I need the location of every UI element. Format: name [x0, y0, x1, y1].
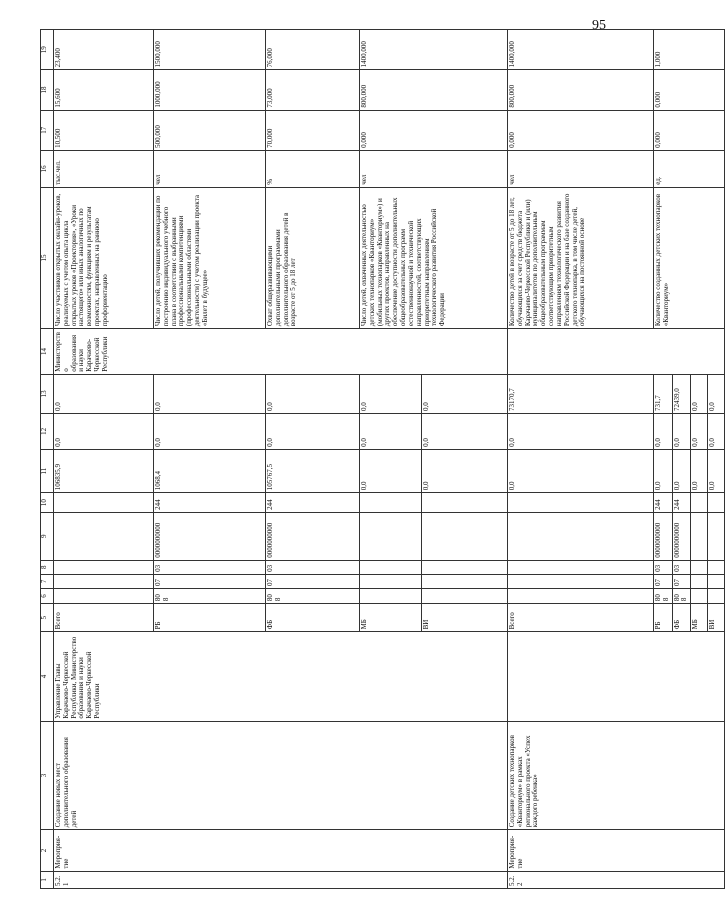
unit-cell: ед.: [654, 150, 725, 187]
table-row: [54, 30, 154, 889]
budget-code-cell: [54, 588, 154, 603]
header-cell: 16: [41, 150, 54, 187]
budget-code-cell: [691, 588, 708, 603]
amount-cell: 0,0: [508, 413, 654, 449]
funding-source-cell: ФБ: [672, 604, 691, 632]
budget-code-cell: [708, 588, 725, 603]
amount-cell: 0,0: [422, 449, 508, 492]
amount-cell: 0,0: [672, 449, 691, 492]
target-article-cell: [422, 512, 508, 560]
subsection-code-cell: [691, 560, 708, 574]
indicator-value-cell: 73,000: [266, 70, 360, 110]
expense-type-cell: [508, 493, 654, 513]
subsection-code-cell: [508, 560, 654, 574]
funding-source-cell: ВИ: [708, 604, 725, 632]
header-cell: 6: [41, 588, 54, 603]
indicator-value-cell: 0,000: [508, 110, 654, 150]
indicator-name-cell: Количество детей в возрасте от 5 до 18 лет, обучающихся за счет средств бюджета Карачаево-Черкесской Республики и (или) муниципалитетов по дополнительным общеобразовательным программам соответствующим приоритетным направлениям технологического развития Российской Федерации и на базе созданного детского технопарка, в том числе детей, обучающихся на постоянной основе: [508, 187, 654, 328]
amount-cell: 0,0: [422, 374, 508, 413]
header-cell: 19: [41, 30, 54, 70]
amount-cell: 0,0: [672, 413, 691, 449]
amount-cell: 731,7: [654, 374, 673, 413]
subsection-code-cell: 03: [266, 560, 360, 574]
subsection-code-cell: 03: [672, 560, 691, 574]
amount-cell: 0,0: [691, 449, 708, 492]
responsible-cell: Управление Главы Карачаево-Черкесской Республики, Министерство образования и науки Карачаево-Черкесской Республики: [54, 632, 508, 721]
indicator-value-cell: 0,000: [654, 110, 725, 150]
amount-cell: 73170,7: [508, 374, 654, 413]
indicator-value-cell: 76,000: [266, 30, 360, 70]
amount-cell: 0,0: [654, 413, 673, 449]
section-code-cell: 07: [672, 574, 691, 588]
amount-cell: 0,0: [708, 413, 725, 449]
section-code-cell: [422, 574, 508, 588]
expense-type-cell: 244: [154, 493, 266, 513]
page-number: 95: [592, 18, 606, 33]
indicator-name-cell: Охват общеразвивающими дополнительными программами дополнительного образования детей в возрасте от 5 до 18 лет: [266, 187, 360, 328]
indicator-value-cell: 500,000: [154, 110, 266, 150]
header-row: [41, 30, 54, 889]
target-article-cell: [360, 512, 422, 560]
budget-code-cell: 808: [266, 588, 360, 603]
header-cell: 2: [41, 830, 54, 871]
indicator-value-cell: 15,600: [54, 70, 154, 110]
unit-cell: %: [266, 150, 360, 187]
table-row: [508, 30, 654, 889]
amount-cell: 0,0: [54, 374, 154, 413]
expense-type-cell: [360, 493, 422, 513]
budget-code-cell: 808: [654, 588, 673, 603]
amount-cell: 72439,0: [672, 374, 691, 413]
section-code-cell: 07: [654, 574, 673, 588]
header-cell: 12: [41, 413, 54, 449]
expense-type-cell: 244: [654, 493, 673, 513]
funding-source-cell: РБ: [654, 604, 673, 632]
indicator-name-cell: Число участников открытых онлайн-уроков, реализуемых с учетом опыта цикла открытых уроков «Проектория», «Уроки настоящего» или иных аналогичных по возможностям, функциям и результатам проектах, направленных на раннюю профориентацию: [54, 187, 154, 328]
header-cell: 15: [41, 187, 54, 328]
indicator-name-cell: Количество созданных детских технопарков «Кванториум»: [654, 187, 725, 328]
subsection-code-cell: [708, 560, 725, 574]
expense-type-cell: [54, 493, 154, 513]
unit-cell: чел: [360, 150, 508, 187]
amount-cell: 0,0: [154, 374, 266, 413]
indicator-value-cell: 1400,000: [508, 30, 654, 70]
amount-cell: 0,0: [691, 374, 708, 413]
target-article-cell: 0000000000: [654, 512, 673, 560]
amount-cell: 105767,5: [266, 449, 360, 492]
header-cell: 8: [41, 560, 54, 574]
unit-cell: чел: [508, 150, 654, 187]
section-code-cell: [54, 574, 154, 588]
header-cell: 3: [41, 721, 54, 830]
indicator-value-cell: 10,500: [54, 110, 154, 150]
target-article-cell: [508, 512, 654, 560]
amount-cell: 0,0: [691, 413, 708, 449]
amount-cell: 0,0: [360, 413, 422, 449]
funding-source-cell: РБ: [154, 604, 266, 632]
rotated-table-sheet: [40, 29, 717, 889]
section-code-cell: 07: [154, 574, 266, 588]
row-number-cell: 5.2.1: [54, 871, 508, 888]
funding-source-cell: ВИ: [422, 604, 508, 632]
subsection-code-cell: [360, 560, 422, 574]
section-code-cell: [360, 574, 422, 588]
header-cell: 9: [41, 512, 54, 560]
expense-type-cell: [422, 493, 508, 513]
section-code-cell: 07: [266, 574, 360, 588]
indicator-value-cell: 1,000: [654, 30, 725, 70]
header-cell: 14: [41, 329, 54, 375]
target-article-cell: [708, 512, 725, 560]
amount-cell: 0,0: [360, 449, 422, 492]
indicator-value-cell: 1500,000: [154, 30, 266, 70]
indicator-value-cell: 23,400: [54, 30, 154, 70]
subsection-code-cell: 03: [654, 560, 673, 574]
indicator-value-cell: 800,000: [508, 70, 654, 110]
subsection-code-cell: [422, 560, 508, 574]
activity-name-cell: Создание новых мест дополнительного образования детей: [54, 721, 508, 830]
expense-type-cell: 244: [266, 493, 360, 513]
indicator-value-cell: 0,000: [654, 70, 725, 110]
budget-code-cell: 808: [154, 588, 266, 603]
budget-code-cell: [360, 588, 422, 603]
target-article-cell: 0000000000: [154, 512, 266, 560]
indicator-value-cell: 70,000: [266, 110, 360, 150]
funding-source-cell: МБ: [691, 604, 708, 632]
budget-code-cell: [422, 588, 508, 603]
amount-cell: 0,0: [708, 449, 725, 492]
target-article-cell: 0000000000: [672, 512, 691, 560]
subsection-code-cell: [54, 560, 154, 574]
amount-cell: 0,0: [422, 413, 508, 449]
expense-type-cell: [708, 493, 725, 513]
activity-name-cell: Создание детских технопарков «Кванториум» в рамках регионального проекта «Успех каждого ребенка»: [508, 721, 725, 830]
header-cell: 1: [41, 871, 54, 888]
expense-type-cell: [691, 493, 708, 513]
indicator-name-cell: Число детей, охваченных деятельностью детских технопарков «Кванториум» (мобильных технопарков «Кванториум») и других проектов, направленных на обеспечение доступности дополнительных общеобразовательных программ естественнонаучной и технической направленностей, соответствующих приоритетным направлениям технологического развития Российской Федерации: [360, 187, 508, 328]
amount-cell: 0,0: [654, 449, 673, 492]
indicator-value-cell: 1000,000: [154, 70, 266, 110]
amount-cell: 0,0: [266, 374, 360, 413]
header-cell: 10: [41, 493, 54, 513]
header-cell: 11: [41, 449, 54, 492]
section-code-cell: [691, 574, 708, 588]
indicator-value-cell: 0,000: [360, 110, 508, 150]
activity-type-cell: Мероприя-тие: [508, 830, 725, 871]
indicator-value-cell: 800,000: [360, 70, 508, 110]
header-cell: 4: [41, 632, 54, 721]
indicator-value-cell: 1400,000: [360, 30, 508, 70]
funding-source-cell: ФБ: [266, 604, 360, 632]
section-code-cell: [508, 574, 654, 588]
amount-cell: 0,0: [360, 374, 422, 413]
header-cell: 13: [41, 374, 54, 413]
amount-cell: 0,0: [708, 374, 725, 413]
budget-code-cell: [508, 588, 654, 603]
responsible-cell: [508, 632, 725, 721]
program-activities-table: [40, 29, 725, 889]
activity-type-cell: Мероприя-тие: [54, 830, 508, 871]
indicator-name-cell: Число детей, получивших рекомендации по построению индивидуального учебного плана в соответствии с выбранными профессиональными компетенциями (профессиональными областями деятельности) с учетом реализации проекта «Билет в будущее»: [154, 187, 266, 328]
subsection-code-cell: 03: [154, 560, 266, 574]
section-code-cell: [708, 574, 725, 588]
budget-code-cell: 808: [672, 588, 691, 603]
target-article-cell: [691, 512, 708, 560]
amount-cell: 0,0: [266, 413, 360, 449]
amount-cell: 0,0: [54, 413, 154, 449]
funding-source-cell: МБ: [360, 604, 422, 632]
executor-cell: Министерство образования и науки Карачаево-Черкесской Республики: [54, 329, 508, 375]
amount-cell: 106835,9: [54, 449, 154, 492]
executor-cell: [508, 329, 725, 375]
expense-type-cell: 244: [672, 493, 691, 513]
amount-cell: 1068,4: [154, 449, 266, 492]
row-number-cell: 5.2.2: [508, 871, 725, 888]
header-cell: 18: [41, 70, 54, 110]
funding-source-cell: Всего: [54, 604, 154, 632]
target-article-cell: 0000000000: [266, 512, 360, 560]
header-cell: 7: [41, 574, 54, 588]
unit-cell: чел: [154, 150, 266, 187]
target-article-cell: [54, 512, 154, 560]
amount-cell: 0,0: [508, 449, 654, 492]
unit-cell: тыс.чел.: [54, 150, 154, 187]
amount-cell: 0,0: [154, 413, 266, 449]
header-cell: 5: [41, 604, 54, 632]
funding-source-cell: Всего: [508, 604, 654, 632]
header-cell: 17: [41, 110, 54, 150]
